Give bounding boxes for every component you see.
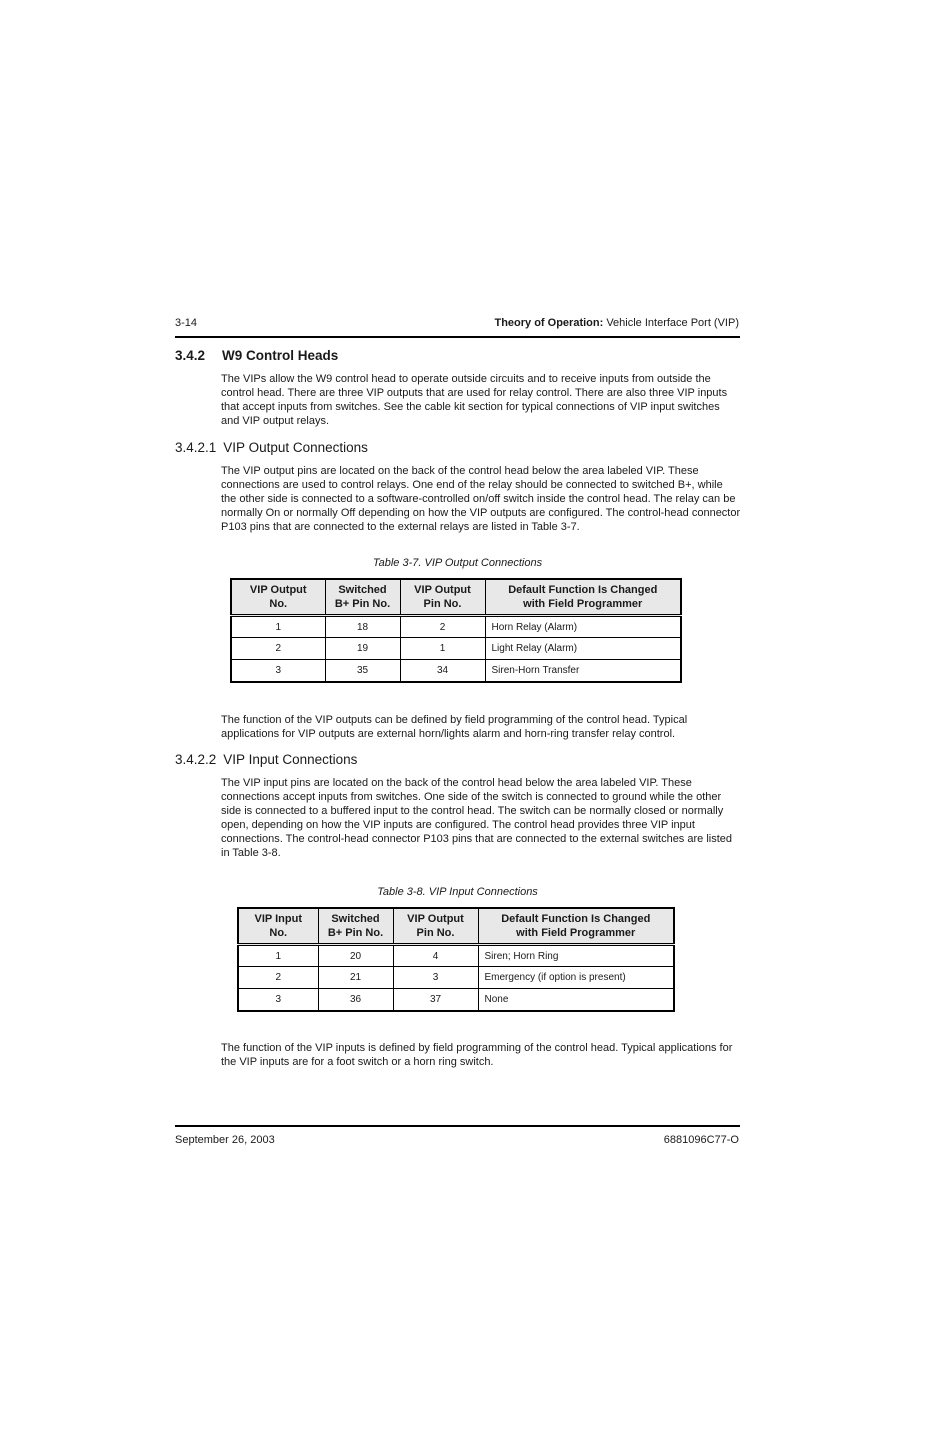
page-number: 3-14 [175,317,198,329]
output-heading [175,440,368,455]
table-cell: 36 [318,989,393,1011]
table-cell: 18 [325,616,400,638]
table-cell: 34 [400,660,485,682]
footer-date: September 26, 2003 [175,1134,275,1146]
input-col-switched-b-pin: Switched B+ Pin No. [318,908,393,945]
input-number: 3.4.2.2 [175,752,217,767]
input-table [237,907,675,1012]
input-table-header-row [238,908,674,945]
output-col-vip-output-pin: VIP Output Pin No. [400,579,485,616]
running-header-bold: Theory of Operation: [494,317,604,329]
table-cell: None [478,989,674,1011]
table-cell: 1 [400,638,485,660]
output-col-default-function: Default Function Is Changed with Field Programmer [485,579,681,616]
table-cell: 37 [393,989,478,1011]
table-row [231,638,681,660]
input-body: The VIP input pins are located on the back of the control head below the area labeled VIP. These connections accept inputs from switches. One side of the switch is connected to ground while the other side is connected to a buffered input to the control head. The switch can be normally closed or normally open, depending on how the VIP inputs are configured. The control head provides three VIP input connections. The control-head connector P103 pins that are connected to the external switches are listed in Table 3-8. [221,777,732,859]
section-intro: The VIPs allow the W9 control head to operate outside circuits and to receive inputs from outside the control head. There are three VIP outputs that are used for relay control. There are also three VIP inputs that accept inputs from switches. See the cable kit section for typical connections of VIP input switches and VIP output relays. [221,373,728,427]
output-after: The function of the VIP outputs can be defined by field programming of the control head. Typical applications for VIP outputs are external horn/lights alarm and horn-ring transfer relay control. [221,714,688,740]
input-title: VIP Input Connections [223,752,358,767]
table-cell: Siren-Horn Transfer [485,660,681,682]
table-cell: 2 [238,967,318,989]
table-cell: 1 [231,616,325,638]
table-cell: 2 [400,616,485,638]
input-col-vip-output-pin: VIP Output Pin No. [393,908,478,945]
output-body: The VIP output pins are located on the back of the control head below the area labeled VIP. These connections are used to control relays. One end of the relay should be connected to switched B+, while the other side is connected to a software-controlled on/off switch inside the control head. The relay can be normally On or normally Off depending on how the VIP outputs are configured. The control-head connector P103 pins that are connected to the external relays are listed in Table 3-7. [221,465,741,533]
footer-doc-number: 6881096C77-O [663,1134,739,1146]
table-cell: 3 [393,967,478,989]
table-cell: Siren; Horn Ring [478,945,674,967]
section-number: 3.4.2 [175,348,206,363]
footer-rule [175,1125,740,1127]
input-after: The function of the VIP inputs is defined by field programming of the control head. Typical applications for the VIP inputs are for a foot switch or a horn ring switch. [221,1042,733,1068]
table-cell: 20 [318,945,393,967]
output-col-switched-b-pin: Switched B+ Pin No. [325,579,400,616]
section-title: W9 Control Heads [222,348,339,363]
input-heading [175,752,357,767]
table-cell: Horn Relay (Alarm) [485,616,681,638]
output-title: VIP Output Connections [223,440,368,455]
output-table [230,578,682,683]
table-cell: 21 [318,967,393,989]
table-cell: 2 [231,638,325,660]
table-cell: 35 [325,660,400,682]
running-header-rest: Vehicle Interface Port (VIP) [603,317,739,329]
table-cell: Light Relay (Alarm) [485,638,681,660]
input-table-caption: Table 3-8. VIP Input Connections [377,886,538,898]
section-heading [175,348,338,363]
input-col-default-function: Default Function Is Changed with Field Programmer [478,908,674,945]
table-cell: 4 [393,945,478,967]
output-col-vip-output-no: VIP Output No. [231,579,325,616]
table-cell: 19 [325,638,400,660]
table-row [238,989,674,1011]
table-row [238,945,674,967]
output-table-caption: Table 3-7. VIP Output Connections [372,557,543,569]
table-cell: 3 [231,660,325,682]
table-row [238,967,674,989]
input-col-vip-input-no: VIP Input No. [238,908,318,945]
table-cell: Emergency (if option is present) [478,967,674,989]
table-row [231,616,681,638]
output-number: 3.4.2.1 [175,440,217,455]
table-cell: 1 [238,945,318,967]
table-cell: 3 [238,989,318,1011]
output-table-header-row [231,579,681,616]
table-row [231,660,681,682]
running-header [494,317,739,329]
header-rule [175,336,740,338]
